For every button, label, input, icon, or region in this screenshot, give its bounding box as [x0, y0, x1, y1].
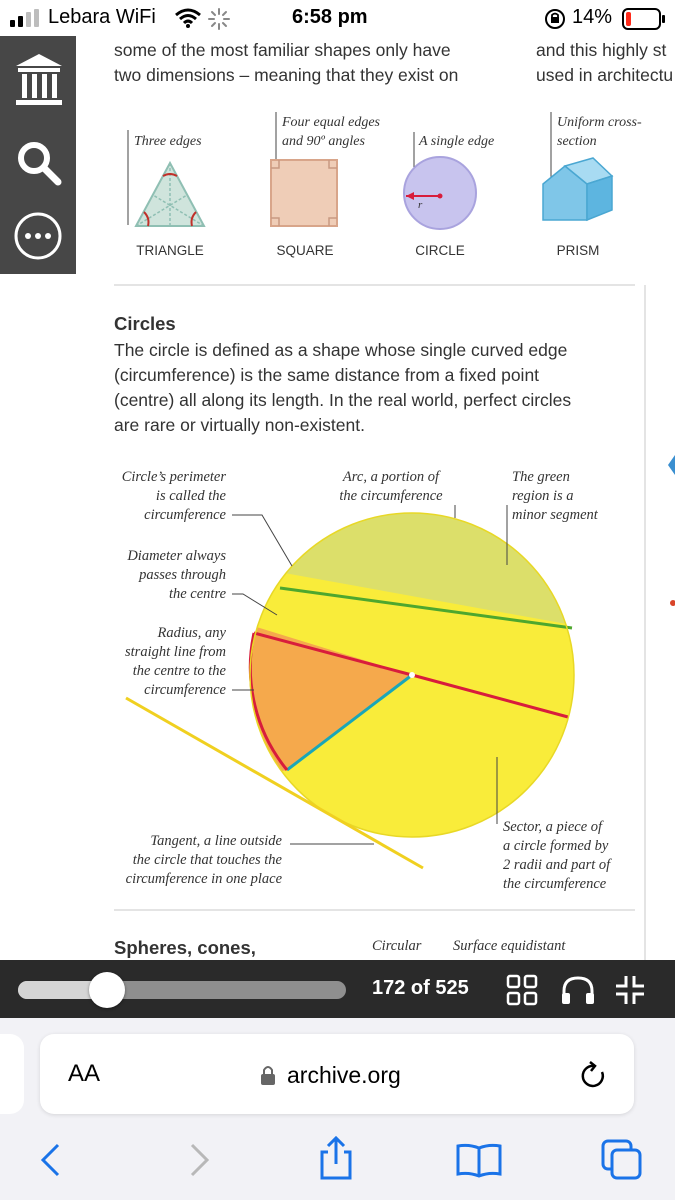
library-button[interactable]: [14, 50, 64, 108]
next-section-label: Circular: [372, 938, 422, 954]
battery-icon: [622, 8, 666, 30]
radius-annotation: Radius, any: [157, 625, 226, 641]
square-note: Four equal edges: [282, 115, 380, 130]
book-page-art: [0, 36, 675, 960]
tangent-annotation: circumference in one place: [125, 871, 282, 887]
carrier-name: Lebara WiFi: [48, 6, 156, 28]
url-text[interactable]: archive.org: [287, 1062, 401, 1088]
triangle-label: TRIANGLE: [136, 243, 204, 258]
headphones-icon[interactable]: [560, 974, 596, 1006]
page-slider-thumb[interactable]: [89, 972, 125, 1008]
prism-label: PRISM: [556, 243, 600, 258]
circles-body-line: (circumference) is the same distance from a fixed point: [114, 365, 540, 385]
address-bar[interactable]: [40, 1034, 634, 1114]
more-button[interactable]: [13, 211, 63, 261]
circles-body-line: The circle is defined as a shape whose single curved edge: [114, 340, 568, 360]
reload-icon[interactable]: [580, 1060, 608, 1090]
page-slider-track[interactable]: [18, 981, 346, 999]
square-label: SQUARE: [276, 243, 334, 258]
radius-mark: r: [418, 199, 423, 211]
status-bar: [0, 0, 675, 36]
prism-note: section: [557, 134, 597, 149]
bookmarks-icon[interactable]: [455, 1142, 503, 1178]
perimeter-annotation: Circle’s perimeter: [121, 469, 226, 485]
grid-view-icon[interactable]: [506, 974, 538, 1006]
intro-line: some of the most familiar shapes only have: [114, 40, 451, 60]
intro-line: used in architectu: [536, 65, 674, 85]
circles-body-line: are rare or virtually non-existent.: [114, 415, 365, 435]
library-icon: [14, 50, 64, 108]
search-icon: [14, 138, 64, 188]
radius-annotation: circumference: [144, 682, 226, 698]
previous-tab-preview[interactable]: [0, 1034, 24, 1114]
sector-annotation: the circumference: [503, 876, 607, 892]
back-icon[interactable]: [38, 1142, 64, 1178]
reader-sidebar: [0, 36, 76, 274]
more-icon: [13, 211, 63, 261]
lock-icon: [260, 1064, 276, 1086]
wifi-icon: [174, 8, 202, 28]
arc-annotation: Arc, a portion of: [342, 469, 440, 485]
triangle-shape: [136, 163, 204, 226]
diameter-annotation: the centre: [168, 586, 226, 602]
sector-annotation: Sector, a piece of: [503, 819, 603, 835]
tabs-icon[interactable]: [600, 1138, 644, 1182]
circles-body-line: (centre) all along its length. In the real world, perfect circles: [114, 390, 572, 410]
diameter-annotation: passes through: [139, 567, 226, 583]
perimeter-annotation: is called the: [155, 488, 226, 504]
forward-icon[interactable]: [186, 1142, 212, 1178]
sector-annotation: 2 radii and part of: [503, 857, 611, 873]
rotation-lock-icon: [544, 8, 566, 30]
square-shape: [271, 160, 337, 226]
tangent-annotation: Tangent, a line outside: [150, 833, 282, 849]
square-note: and 90º angles: [282, 134, 365, 149]
circle-shape: [404, 157, 476, 229]
circles-heading: Circles: [114, 313, 176, 334]
battery-percent: 14%: [572, 6, 613, 28]
perimeter-annotation: circumference: [144, 507, 226, 523]
signal-icon: [10, 9, 44, 27]
prism-note: Uniform cross-: [557, 115, 642, 130]
intro-line: two dimensions – meaning that they exist on: [114, 65, 459, 85]
radius-annotation: the centre to the: [132, 663, 226, 679]
text-size-button[interactable]: AA: [68, 1060, 101, 1087]
green-region-annotation: region is a: [512, 488, 574, 504]
green-region-annotation: minor segment: [512, 507, 598, 523]
reader-progress-bar: [0, 960, 675, 1018]
tangent-annotation: the circle that touches the: [132, 852, 282, 868]
triangle-note: Three edges: [134, 134, 202, 149]
loading-icon: [208, 8, 230, 30]
page-indicator: 172 of 525: [372, 977, 469, 999]
search-button[interactable]: [14, 138, 64, 188]
share-icon[interactable]: [318, 1136, 354, 1180]
next-section-heading: Spheres, cones,: [114, 937, 256, 958]
prism-shape: [543, 158, 612, 220]
circle-note: A single edge: [419, 134, 495, 149]
green-region-annotation: The green: [512, 469, 570, 485]
intro-line: and this highly st: [536, 40, 667, 60]
arc-annotation: the circumference: [339, 488, 443, 504]
sector-annotation: a circle formed by: [503, 838, 609, 854]
radius-annotation: straight line from: [125, 644, 226, 660]
exit-fullscreen-icon[interactable]: [614, 974, 646, 1006]
diameter-annotation: Diameter always: [127, 548, 226, 564]
clock-time: 6:58 pm: [292, 6, 368, 28]
next-section-label: Surface equidistant: [453, 938, 566, 954]
circle-label: CIRCLE: [415, 243, 465, 258]
book-page[interactable]: [0, 36, 675, 960]
browser-toolbar: [0, 1018, 675, 1200]
